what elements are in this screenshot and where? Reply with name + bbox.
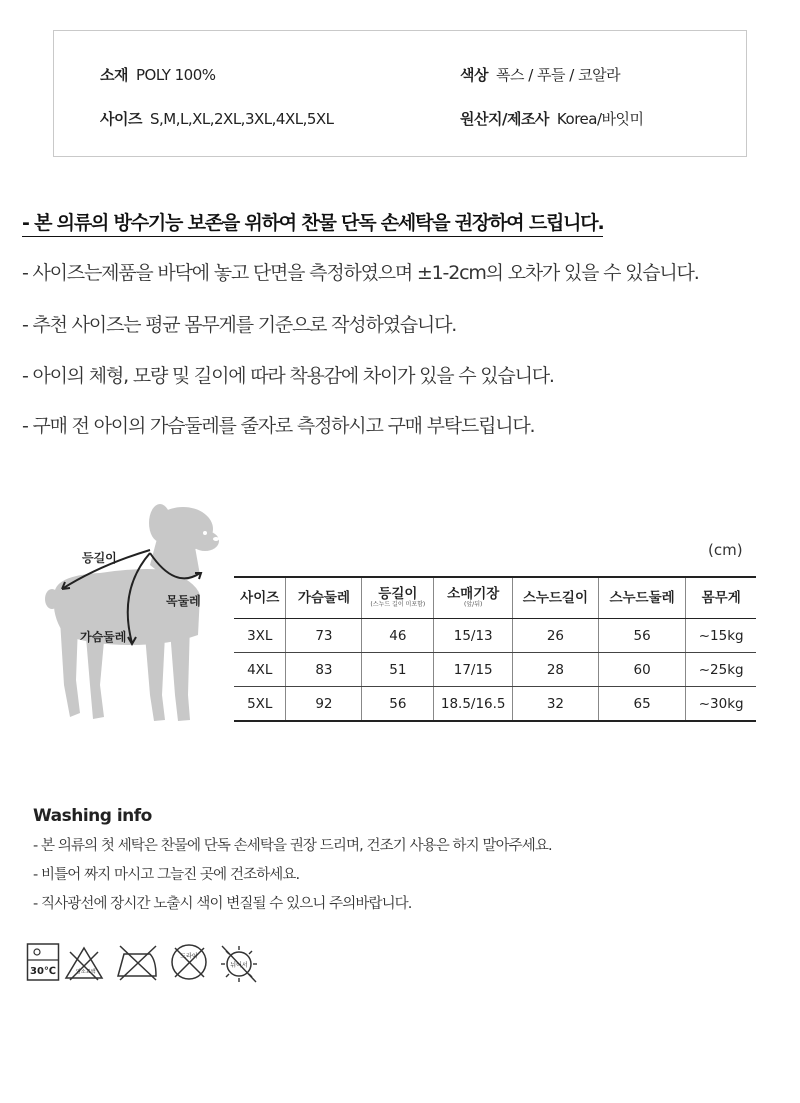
note-item: - 아이의 체형, 모량 및 길이에 따라 착용감에 차이가 있을 수 있습니다. [22, 365, 554, 387]
color-info [460, 64, 620, 85]
material-value: POLY 100% [135, 66, 216, 84]
size-table [234, 576, 756, 722]
chest-label: 가슴둘레 [80, 630, 127, 644]
size-label: 사이즈 [100, 110, 142, 128]
note-item: - 추천 사이즈는 평균 몸무게를 기준으로 작성하였습니다. [22, 314, 457, 336]
table-header-row [234, 577, 756, 619]
material-label: 소재 [100, 66, 128, 84]
origin-value: Korea/바잇미 [556, 110, 644, 128]
svg-text:드라이: 드라이 [180, 953, 198, 960]
washing-title: Washing info [33, 806, 152, 826]
size-info [100, 108, 334, 129]
table-row: 3XL 73 46 15/13 26 56 ~15kg [234, 619, 756, 653]
note-item: - 사이즈는제품을 바닥에 놓고 단면을 측정하였으며 ±1-2cm의 오차가 있을 수 있습니다. [22, 262, 699, 284]
header-cell: 몸무게 [686, 577, 756, 619]
origin-info [460, 108, 643, 129]
header-cell: 스누드둘레 [598, 577, 686, 619]
washing-line: - 비틀어 짜지 마시고 그늘진 곳에 건조하세요. [33, 867, 300, 883]
no-dryclean-icon [168, 940, 210, 982]
header-cell: 가슴둘레 [286, 577, 362, 619]
header-cell: 등길이 (스누드 길이 미포함) [362, 577, 434, 619]
back-length-label: 등길이 [82, 551, 117, 565]
neck-label: 목둘레 [166, 594, 201, 608]
color-value: 폭스 / 푸들 / 코알라 [495, 66, 621, 84]
header-cell: 사이즈 [234, 577, 286, 619]
washing-line: - 직사광선에 장시간 노출시 색이 변질될 수 있으니 주의바랍니다. [33, 896, 412, 912]
no-sun-dry-icon [216, 940, 262, 986]
washing-line: - 본 의류의 첫 세탁은 찬물에 단독 손세탁을 권장 드리며, 건조기 사용은 하지 말아주세요. [33, 838, 552, 854]
dog-nose [213, 537, 219, 541]
dog-eye [203, 531, 207, 535]
svg-text:표백: 표백 [86, 969, 96, 975]
header-cell: 스누드길이 [513, 577, 599, 619]
dog-measure-illustration [0, 495, 240, 735]
wash-30-icon [26, 940, 60, 982]
svg-text:30℃: 30℃ [29, 966, 57, 977]
product-info-box [53, 30, 747, 157]
note-item: - 구매 전 아이의 가슴둘레를 줄자로 측정하시고 구매 부탁드립니다. [22, 415, 535, 437]
svg-text:염소: 염소 [76, 969, 86, 975]
size-value: S,M,L,XL,2XL,3XL,4XL,5XL [149, 110, 334, 128]
origin-label: 원산지/제조사 [460, 110, 549, 128]
dog-silhouette-icon [0, 495, 240, 735]
no-bleach-icon [64, 940, 104, 982]
table-row: 4XL 83 51 17/15 28 60 ~25kg [234, 653, 756, 687]
color-label: 색상 [460, 66, 488, 84]
svg-text:뉘어서: 뉘어서 [230, 962, 248, 969]
unit-label: (cm) [708, 541, 743, 559]
no-iron-icon [114, 940, 160, 982]
note-item: - 본 의류의 방수기능 보존을 위하여 찬물 단독 손세탁을 권장하여 드립니다. [22, 208, 603, 235]
table-row: 5XL 92 56 18.5/16.5 32 65 ~30kg [234, 687, 756, 722]
header-cell: 소매기장 (앞/뒤) [434, 577, 513, 619]
material-info [100, 64, 216, 85]
washing-info [33, 806, 552, 919]
